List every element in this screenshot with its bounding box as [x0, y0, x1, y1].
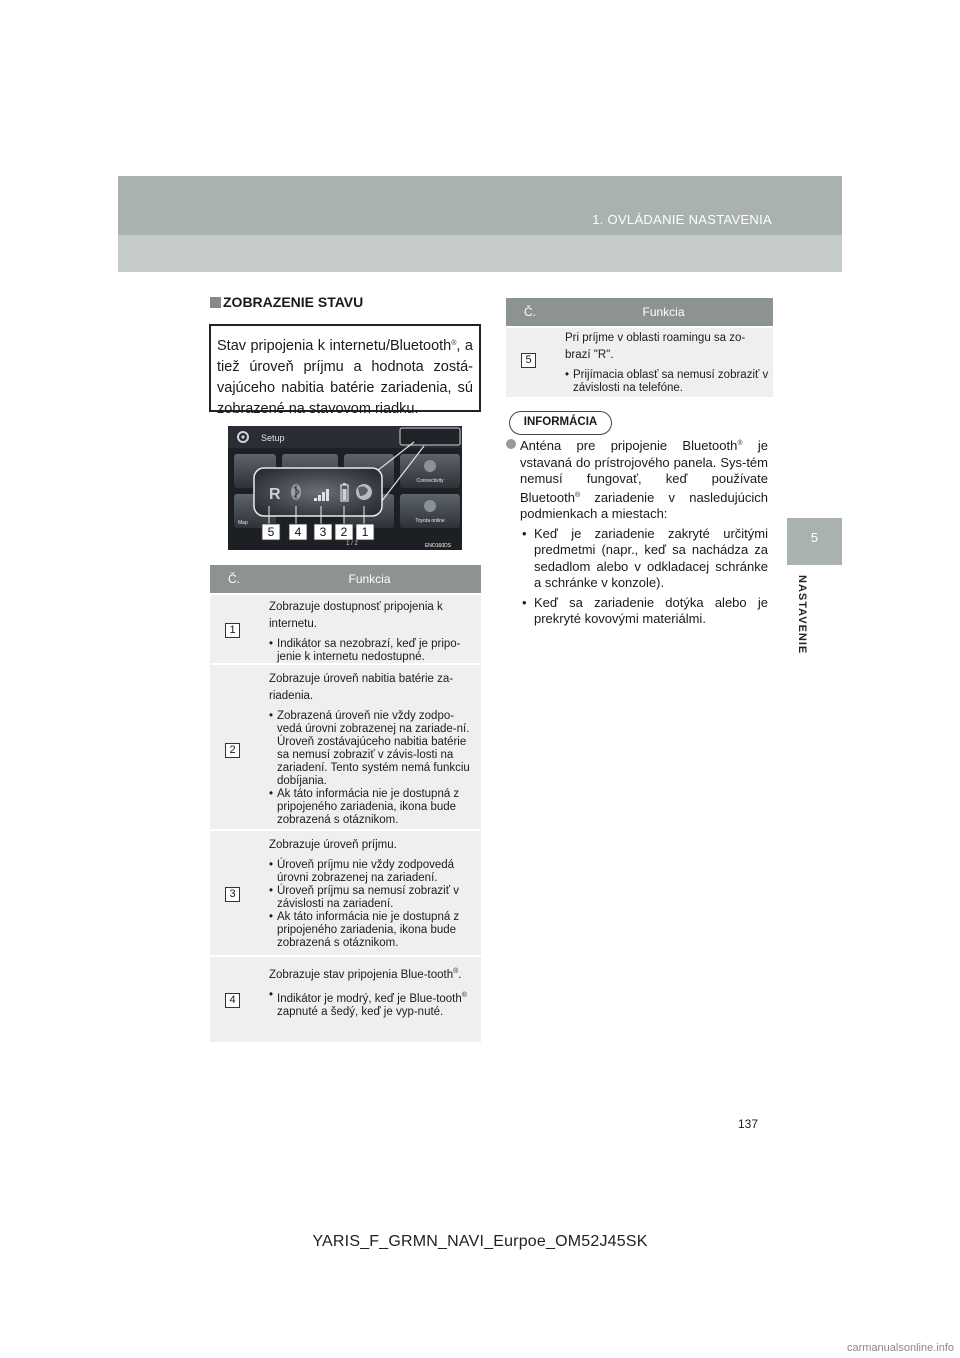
page-indicator: 1 / 2 — [346, 541, 358, 547]
chapter-title: 1. OVLÁDANIE NASTAVENIA — [592, 212, 772, 227]
table-header — [506, 298, 773, 326]
page-number: 137 — [738, 1117, 759, 1131]
chapter-side-label: NASTAVENIE — [796, 575, 808, 655]
row-content — [269, 599, 475, 664]
registered-mark: ® — [737, 440, 743, 447]
row-lead — [269, 963, 477, 984]
row-number: 4 — [225, 993, 240, 1008]
row-bullet: • Indikátor sa nezobrazí, keď je pripo-jenie k internetu nedostupné. — [269, 638, 475, 664]
table-row — [210, 663, 481, 829]
internet-globe-icon — [356, 484, 372, 500]
row-lead: Zobrazuje úroveň nabitia batérie za-riadenia. — [269, 673, 454, 702]
row-content — [565, 330, 769, 395]
info-bullet: • Keď je zariadenie zakryté určitými predmetmi (napr., keď sa nachádza za sedadlom alebo v odkladacej schránke a schránke v konzole). — [522, 525, 768, 590]
table-row — [210, 955, 481, 1042]
row-bullet: • Ak táto informácia nie je dostupná z pripojeného zariadenia, ikona bude zobrazená s otáznikom. — [269, 788, 477, 827]
bluetooth-icon — [291, 484, 301, 500]
screen-title: Setup — [261, 433, 285, 443]
map-button-label: Map — [238, 520, 248, 526]
col-header-function: Funkcia — [642, 305, 685, 319]
col-header-number: Č. — [524, 305, 536, 319]
toyota-online-button-label: Toyota online — [415, 518, 445, 524]
registered-mark: ® — [461, 992, 467, 999]
intro-box — [209, 324, 481, 417]
info-bullet-text: Keď je zariadenie zakryté určitými predmetmi (napr., keď sa nachádza za sedadlom alebo v odkladacej schránke a schránke v konzole). — [534, 525, 768, 590]
info-tag: INFORMÁCIA — [509, 411, 612, 435]
document-code: YARIS_F_GRMN_NAVI_Eurpoe_OM52J45SK — [312, 1233, 648, 1250]
callout-5-number: 5 — [267, 525, 275, 539]
setup-screen-svg — [228, 426, 462, 550]
intro-comma: , — [456, 338, 461, 354]
row-lead-end: . — [458, 969, 462, 981]
row-content — [269, 837, 477, 950]
callout-2 — [335, 524, 353, 540]
section-heading — [210, 294, 363, 310]
row-number: 3 — [225, 887, 240, 902]
intro-text: a tiež úroveň príjmu a hodnota zostá-vajúceho nabitia batérie zariadenia, sú zobrazené na stavovom riadku. — [217, 338, 473, 417]
registered-mark: ® — [574, 491, 581, 499]
row-lead: Pri príjme v oblasti roamingu sa zo-brazí "R". — [565, 332, 746, 361]
callout-1 — [356, 524, 374, 540]
row-lead: Zobrazuje úroveň príjmu. — [269, 839, 397, 851]
table-row — [210, 593, 481, 663]
row-bullet: • Zobrazená úroveň nie vždy zodpo-vedá úrovni zobrazenej na zariade-ní. Úroveň zostávajúceho nabitia batérie sa nemusí zobraziť v závis-losti na zariadení. Tento systém nemá funkciu dobíjania. — [269, 710, 477, 788]
roaming-letter: R — [269, 486, 281, 503]
chapter-tab-number: 5 — [810, 530, 819, 545]
callout-3-number: 3 — [319, 525, 327, 539]
info-text-b: je vstavaná do prístrojového panela. Sys-tém nemusí fungovať, keď používate Bluetooth — [520, 438, 768, 505]
row-bullet-end: zapnuté a šedý, keď je vyp-nuté. — [277, 1006, 444, 1018]
connectivity-button-label: Connectivity — [416, 478, 444, 484]
table-row — [210, 829, 481, 955]
watermark: carmanualsonline.info — [846, 1342, 954, 1354]
registered-mark: ® — [453, 968, 459, 975]
row-bullet: • Prijímacia oblasť sa nemusí zobraziť v závislosti na telefóne. — [565, 369, 769, 395]
header-band — [118, 176, 842, 272]
row-lead: Zobrazuje dostupnosť pripojenia k internetu. — [269, 601, 443, 630]
section-title: ZOBRAZENIE STAVU — [223, 294, 364, 310]
square-bullet-icon — [210, 297, 221, 308]
info-text-c: zariadenie v nasledujúcich podmienkach a miestach: — [520, 489, 768, 521]
header-subband — [118, 235, 842, 272]
info-main — [506, 436, 768, 523]
setup-screen-image — [228, 426, 462, 550]
row-bullet: • Úroveň príjmu nie vždy zodpovedá úrovni zobrazenej na zariadení. — [269, 859, 477, 885]
col-header-function: Funkcia — [348, 572, 391, 586]
info-text-a: Anténa pre pripojenie Bluetooth — [520, 438, 738, 453]
function-table — [210, 565, 481, 1042]
circle-bullet-icon — [506, 439, 516, 449]
callout-4 — [289, 524, 307, 540]
callout-5 — [262, 524, 280, 540]
row-number: 1 — [225, 623, 240, 638]
row-content — [269, 963, 477, 1019]
callout-3 — [314, 524, 332, 540]
image-code: ENO160DS — [424, 543, 452, 549]
callout-4-number: 4 — [294, 525, 302, 539]
row-number: 5 — [521, 353, 536, 368]
table-row — [506, 326, 773, 397]
table-header — [210, 565, 481, 593]
row-number: 2 — [225, 743, 240, 758]
col-header-number: Č. — [228, 572, 240, 586]
row-bullet — [269, 989, 477, 1019]
registered-mark: ® — [451, 340, 457, 347]
info-bullet: • Keď sa zariadenie dotýka alebo je prekryté kovovými materiálmi. — [522, 594, 768, 626]
callout-2-number: 2 — [340, 525, 348, 539]
info-bullet-text: Keď sa zariadenie dotýka alebo je prekryté kovovými materiálmi. — [534, 594, 768, 626]
row-bullet: • Ak táto informácia nie je dostupná z pripojeného zariadenia, ikona bude zobrazená s otáznikom. — [269, 911, 477, 950]
intro-line1: Stav pripojenia k internetu/Bluetooth — [217, 338, 452, 354]
row-bullet-text: Indikátor je modrý, keď je Blue-tooth — [277, 993, 462, 1005]
function-table-continued — [506, 298, 773, 397]
row-lead-text: Zobrazuje stav pripojenia Blue-tooth — [269, 969, 454, 981]
row-bullet: • Úroveň príjmu sa nemusí zobraziť v závislosti na zariadení. — [269, 885, 477, 911]
callout-1-number: 1 — [361, 525, 369, 539]
info-body — [506, 436, 768, 628]
chapter-tab[interactable] — [787, 518, 842, 565]
row-content — [269, 671, 477, 827]
